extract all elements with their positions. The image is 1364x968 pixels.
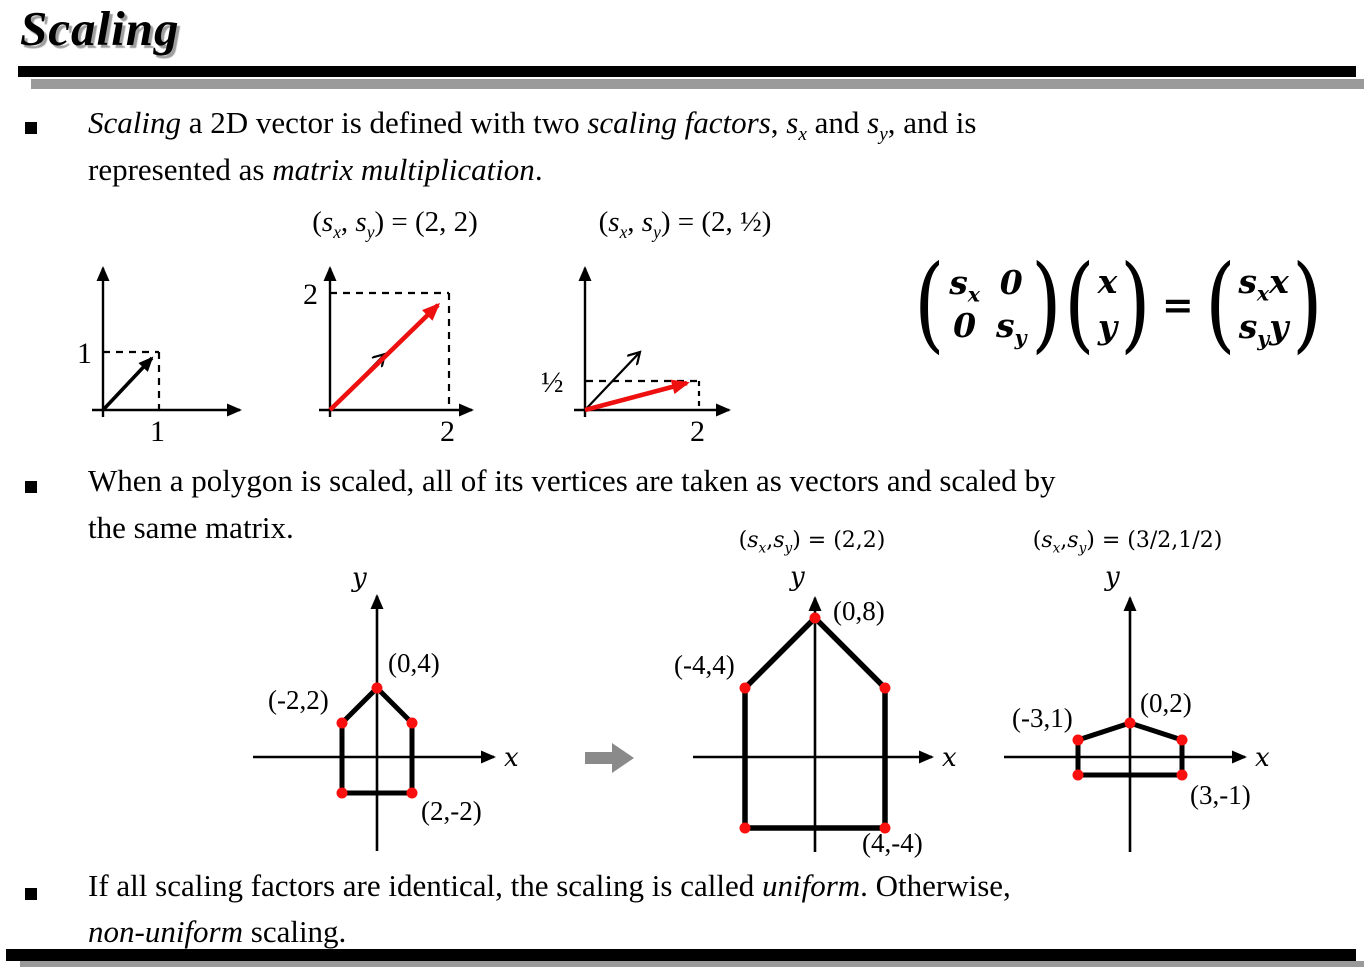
polygon-right-header: $(s_x,s_y) = (3/2,1/2)$ — [1032, 528, 1223, 557]
bullet-1-text: Scaling a 2D vector is defined with two scaling factors, $s_x$ and $s_y$, and is represented as matrix multiplication. — [88, 105, 977, 187]
vertex-label-left: (-4,4) — [674, 650, 735, 680]
bullet-marker-1 — [25, 122, 37, 134]
open-paren: ( — [1064, 242, 1095, 365]
x-tick-label: 2 — [440, 415, 455, 448]
page-title: Scaling — [20, 1, 180, 56]
vertex-label-bottom: (4,-4) — [862, 828, 923, 858]
b1-sx: $s_x$ — [786, 105, 807, 146]
scale-matrix: $s_x$ 0 0 $s_y$ — [949, 263, 1027, 350]
vector-1-1 — [103, 358, 152, 410]
bullet-2-text: When a polygon is scaled, all of its vertices are taken as vectors and scaled by the same matrix. — [88, 463, 1056, 545]
vertex-label-left: (-3,1) — [1012, 703, 1073, 733]
fig-polygon-uniform — [640, 562, 970, 877]
x-tick-label: 2 — [690, 415, 705, 448]
input-vector: x y — [1097, 262, 1118, 346]
fig-uniform-label: ($s_x$, $s_y) = (2$, 2) — [312, 206, 478, 242]
y-tick-label: 2 — [303, 278, 318, 311]
b1-sy: $s_y$ — [867, 105, 888, 146]
bullet-marker-3 — [25, 888, 37, 900]
footer-rule-black — [6, 949, 1356, 961]
fig-polygon-nonuniform — [1000, 562, 1364, 877]
vertex-label-left: (-2,2) — [268, 685, 329, 715]
close-paren: ) — [1291, 242, 1323, 365]
right-arrow-icon — [585, 743, 634, 773]
fig-nonuniform-label: ($s_x$, $s_y) = (2$, ½) — [598, 206, 772, 242]
vertex-label-bottom: (3,-1) — [1190, 780, 1251, 810]
scaled-vector-2-half — [585, 383, 687, 410]
vertex-label-bottom: (2,-2) — [421, 796, 482, 826]
y-axis-label: y — [790, 562, 805, 592]
title-rule-black — [18, 66, 1356, 77]
y-tick-label: ½ — [541, 366, 564, 399]
title-rule-gray — [31, 79, 1364, 89]
fig-vector-nonuniform — [540, 250, 755, 450]
scaling-matrix-equation — [890, 242, 1346, 365]
fig-polygon-original — [240, 563, 570, 875]
footer-rule-gray — [20, 961, 1364, 967]
x-axis-label: x — [1255, 743, 1270, 773]
bullet-3-text: If all scaling factors are identical, the scaling is called uniform. Otherwise, non-uniform scaling. — [88, 868, 1011, 949]
y-axis-label: y — [352, 563, 367, 593]
fig-vector-original — [70, 250, 270, 450]
b1-scaling: Scaling — [88, 105, 181, 140]
vertex-label-top: (0,8) — [833, 596, 885, 626]
x-axis-label: x — [942, 743, 957, 773]
y-axis-label: y — [1105, 562, 1120, 592]
open-paren: ( — [1204, 242, 1236, 365]
close-paren: ) — [1031, 242, 1062, 365]
transform-arrow — [580, 738, 640, 782]
vertex-label-top: (0,2) — [1140, 688, 1192, 718]
close-paren: ) — [1120, 242, 1151, 365]
scaled-vector-2-2 — [330, 305, 438, 410]
y-tick-label: 1 — [77, 337, 92, 370]
fig-vector-uniform — [295, 250, 495, 450]
bullet-marker-2 — [25, 481, 37, 493]
vertex-label-top: (0,4) — [388, 648, 440, 678]
result-vector: $s_xx$ $s_yy$ — [1238, 262, 1289, 351]
polygon-mid-header: $(s_x,s_y) = (2,2)$ — [738, 528, 886, 557]
x-axis-label: x — [504, 743, 519, 773]
equals-sign: = — [1161, 281, 1194, 327]
open-paren: ( — [913, 242, 945, 365]
x-tick-label: 1 — [150, 415, 165, 448]
